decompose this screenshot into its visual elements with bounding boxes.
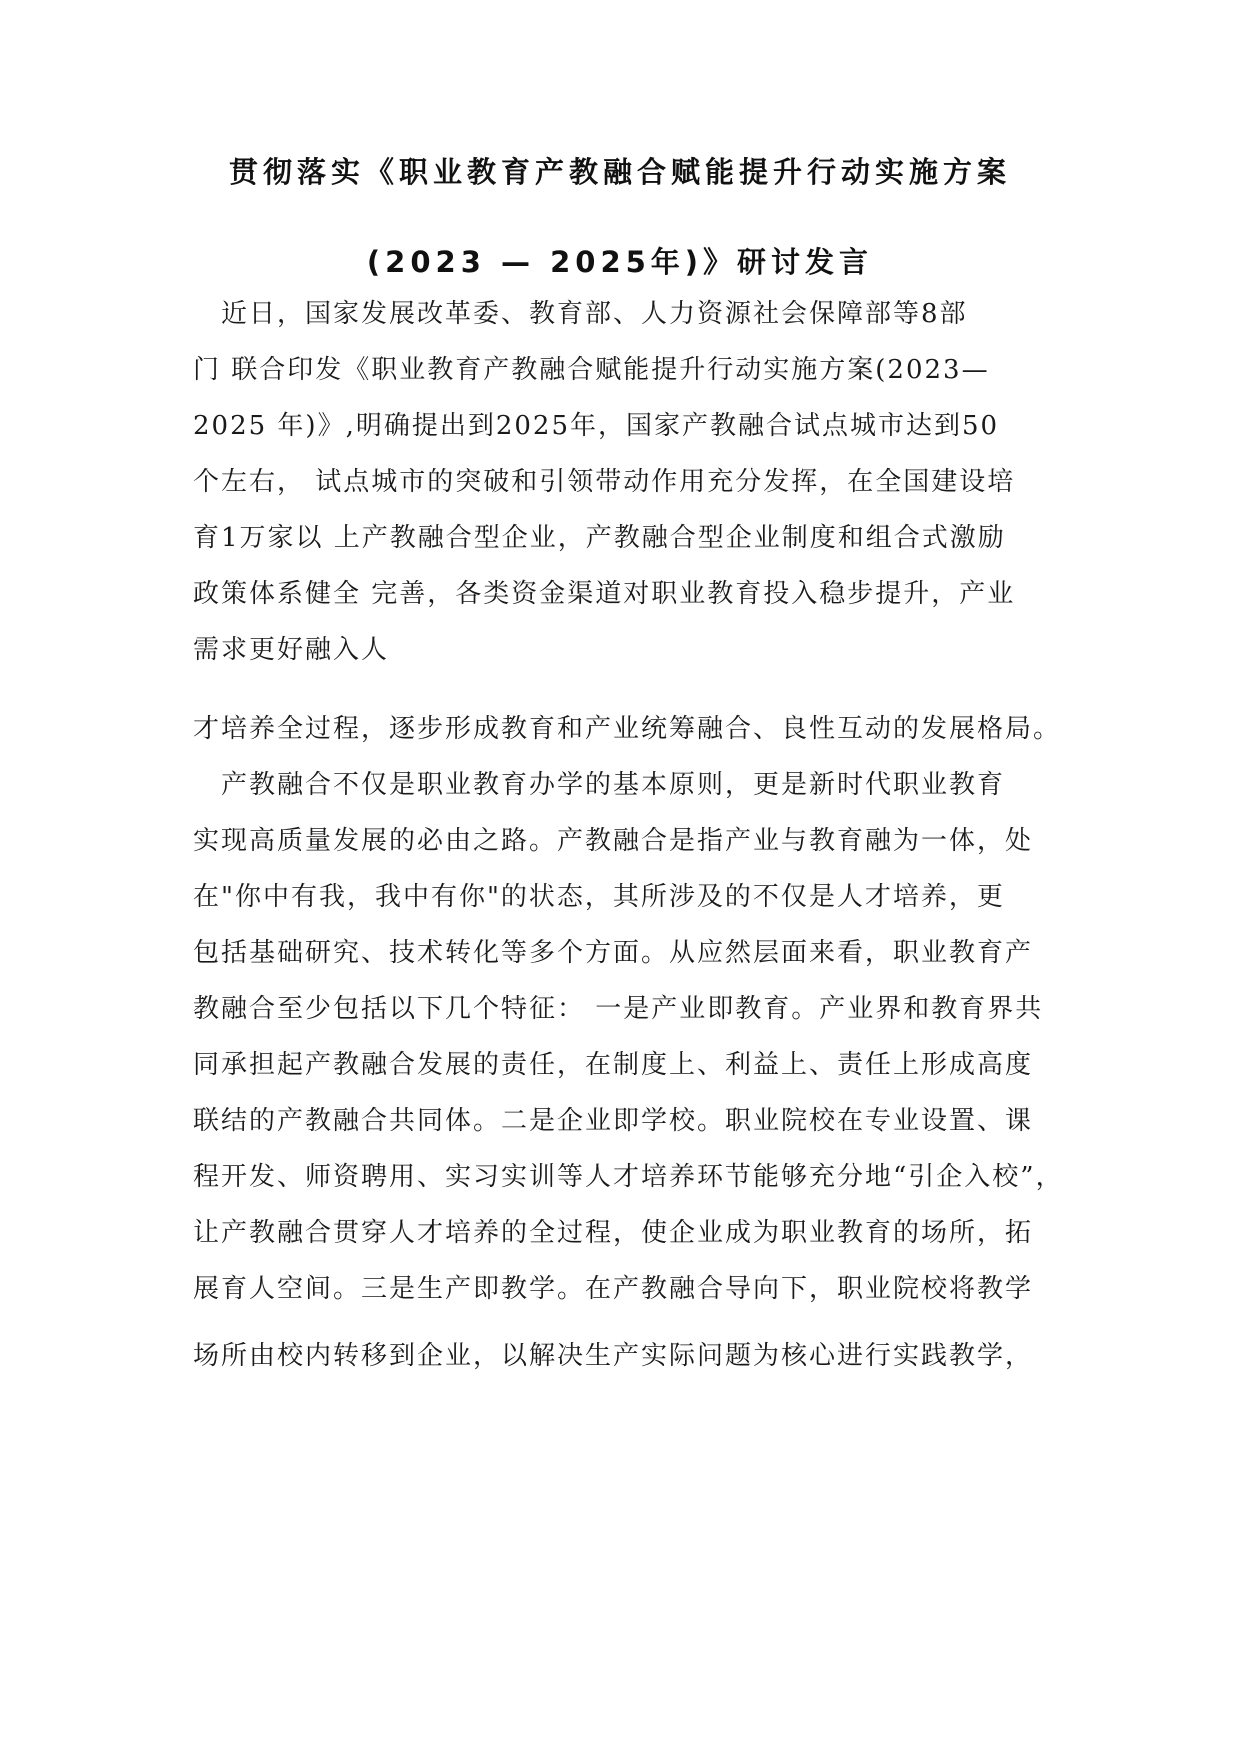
body-line: 才培养全过程，逐步形成教育和产业统筹融合、良性互动的发展格局。 [193, 714, 1062, 744]
body-line: 程开发、师资聘用、实习实训等人才培养环节能够充分地“引企入校”， [193, 1162, 1064, 1192]
body-line: 近日，国家发展改革委、教育部、人力资源社会保障部等8部 [193, 299, 968, 329]
body-line: 在"你中有我，我中有你"的状态，其所涉及的不仅是人才培养，更 [193, 882, 1005, 912]
document-title-line-2: (2023 — 2025年)》研讨发言 [366, 245, 874, 279]
body-line: 门 联合印发《职业教育产教融合赋能提升行动实施方案(2023— [193, 355, 990, 385]
body-line: 政策体系健全 完善，各类资金渠道对职业教育投入稳步提升，产业 [193, 579, 1016, 609]
body-line: 产教融合不仅是职业教育办学的基本原则，更是新时代职业教育 [193, 770, 1006, 800]
body-line: 场所由校内转移到企业，以解决生产实际问题为核心进行实践教学， [193, 1341, 1034, 1371]
body-line: 展育人空间。三是生产即教学。在产教融合导向下，职业院校将教学 [193, 1274, 1034, 1304]
body-line: 需求更好融入人 [193, 635, 390, 665]
body-line: 育1万家以 上产教融合型企业，产教融合型企业制度和组合式激励 [193, 523, 1006, 553]
body-line: 同承担起产教融合发展的责任，在制度上、利益上、责任上形成高度 [193, 1050, 1034, 1080]
body-line: 实现高质量发展的必由之路。产教融合是指产业与教育融为一体，处 [193, 826, 1034, 856]
body-line: 联结的产教融合共同体。二是企业即学校。职业院校在专业设置、课 [193, 1106, 1034, 1136]
body-line: 包括基础研究、技术转化等多个方面。从应然层面来看，职业教育产 [193, 938, 1034, 968]
body-line: 教融合至少包括以下几个特征： 一是产业即教育。产业界和教育界共 [193, 994, 1044, 1024]
body-line: 个左右， 试点城市的突破和引领带动作用充分发挥，在全国建设培 [193, 467, 1016, 497]
document-title-line-1: 贯彻落实《职业教育产教融合赋能提升行动实施方案 [228, 155, 1011, 189]
body-line: 2025 年)》,明确提出到2025年，国家产教融合试点城市达到50 [193, 411, 1000, 441]
body-line: 让产教融合贯穿人才培养的全过程，使企业成为职业教育的场所，拓 [193, 1218, 1034, 1248]
